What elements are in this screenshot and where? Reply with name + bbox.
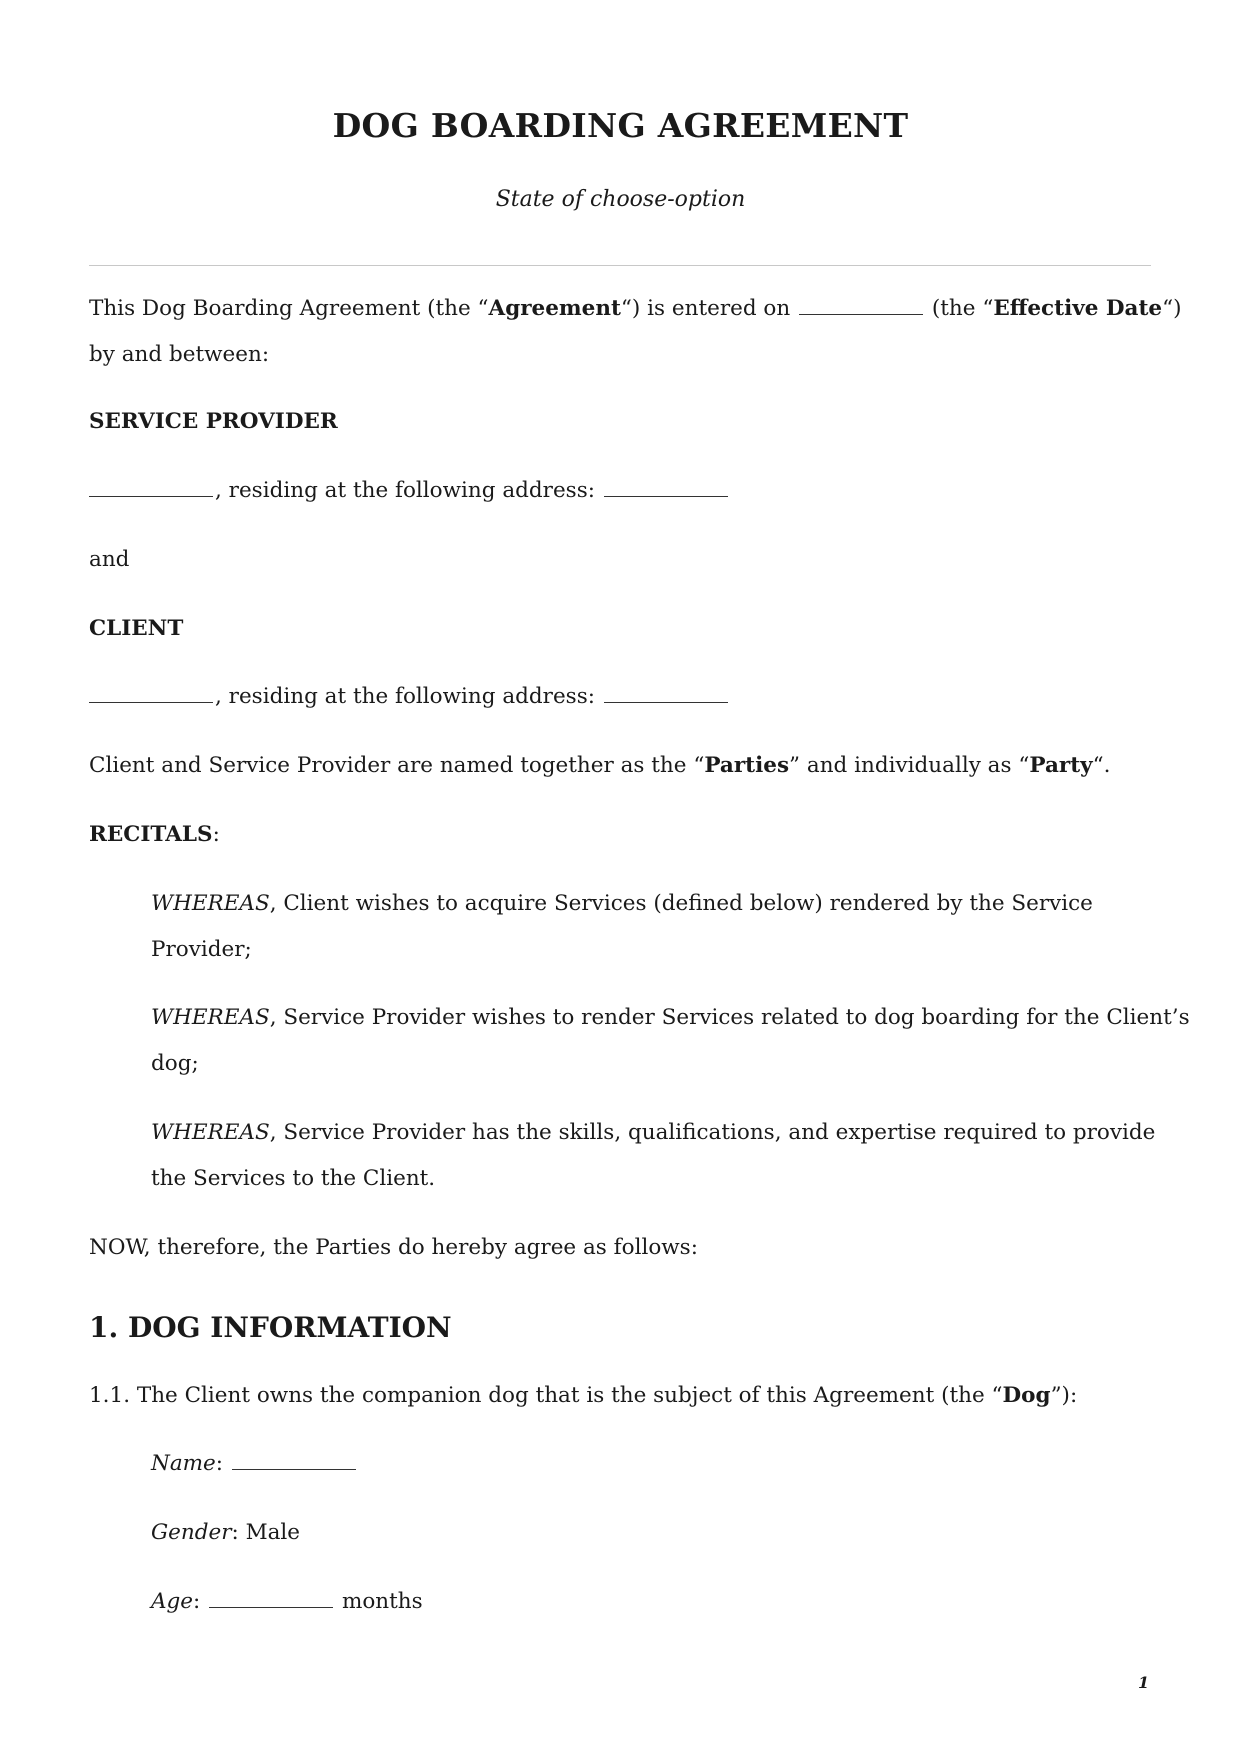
recitals-label: RECITALS: [89, 822, 213, 847]
parties-text: Client and Service Provider are named together as the “: [89, 753, 705, 778]
dog-age-unit: months: [341, 1589, 423, 1614]
recital-3-line-2: the Services to the Client.: [151, 1166, 436, 1191]
client-heading: CLIENT: [89, 616, 184, 641]
recital-2-line-2: dog;: [151, 1051, 199, 1076]
dog-term: Dog: [1002, 1383, 1051, 1408]
page-number: 1: [1138, 1673, 1150, 1692]
client-name-blank[interactable]: [89, 684, 213, 703]
field-colon: :: [215, 1451, 223, 1476]
recital-3-line-1: [151, 1120, 1155, 1145]
whereas-term: WHEREAS: [151, 891, 270, 916]
clause-text: ”):: [1050, 1383, 1078, 1408]
intro-text: “) is entered on: [620, 296, 791, 321]
recital-2-line-1: [151, 1005, 1190, 1030]
service-provider-heading: SERVICE PROVIDER: [89, 409, 338, 434]
recitals-heading: [89, 822, 220, 847]
dog-gender-value: : Male: [231, 1520, 301, 1545]
residing-text: , residing at the following address:: [215, 478, 595, 503]
dog-name-blank[interactable]: [232, 1451, 356, 1470]
dog-gender-label: Gender: [151, 1520, 232, 1545]
residing-text: , residing at the following address:: [215, 684, 595, 709]
intro-line-1: [89, 296, 1181, 321]
dog-age-field: [151, 1589, 423, 1614]
recitals-colon: :: [212, 822, 220, 847]
intro-text: (the “: [931, 296, 994, 321]
and-text: and: [89, 547, 130, 572]
service-provider-line: [89, 478, 730, 503]
effective-date-blank[interactable]: [799, 296, 923, 315]
now-therefore: NOW, therefore, the Parties do hereby agree as follows:: [89, 1235, 698, 1260]
document-title: DOG BOARDING AGREEMENT: [332, 106, 909, 145]
intro-line-2: by and between:: [89, 342, 270, 367]
intro-text: “): [1162, 296, 1182, 321]
service-provider-name-blank[interactable]: [89, 478, 213, 497]
dog-age-blank[interactable]: [209, 1589, 333, 1608]
parties-text: “.: [1092, 753, 1111, 778]
client-address-blank[interactable]: [604, 684, 728, 703]
dog-name-field: [151, 1451, 358, 1476]
recital-1-line-1: [151, 891, 1093, 916]
parties-term: Parties: [704, 753, 790, 778]
agreement-term: Agreement: [488, 296, 621, 321]
field-colon: :: [193, 1589, 201, 1614]
document-subtitle: State of choose-option: [495, 187, 746, 212]
party-term: Party: [1029, 753, 1093, 778]
intro-text: This Dog Boarding Agreement (the “: [89, 296, 489, 321]
clause-1-1: [89, 1383, 1077, 1408]
client-line: [89, 684, 730, 709]
parties-sentence: [89, 753, 1110, 778]
dog-gender-field: [151, 1520, 300, 1545]
header-divider: [89, 265, 1151, 266]
recital-1-line-2: Provider;: [151, 937, 252, 962]
effective-date-term: Effective Date: [993, 296, 1163, 321]
section-1-heading: 1. DOG INFORMATION: [89, 1311, 452, 1344]
service-provider-address-blank[interactable]: [604, 478, 728, 497]
clause-text: 1.1. The Client owns the companion dog that is the subject of this Agreement (the “: [89, 1383, 1003, 1408]
whereas-term: WHEREAS: [151, 1120, 270, 1145]
parties-text: ” and individually as “: [789, 753, 1030, 778]
recital-text: , Service Provider has the skills, qualifications, and expertise required to provide: [269, 1120, 1156, 1145]
recital-text: , Service Provider wishes to render Services related to dog boarding for the Client’s: [269, 1005, 1190, 1030]
dog-name-label: Name: [151, 1451, 216, 1476]
dog-age-label: Age: [151, 1589, 194, 1614]
whereas-term: WHEREAS: [151, 1005, 270, 1030]
recital-text: , Client wishes to acquire Services (defined below) rendered by the Service: [269, 891, 1093, 916]
